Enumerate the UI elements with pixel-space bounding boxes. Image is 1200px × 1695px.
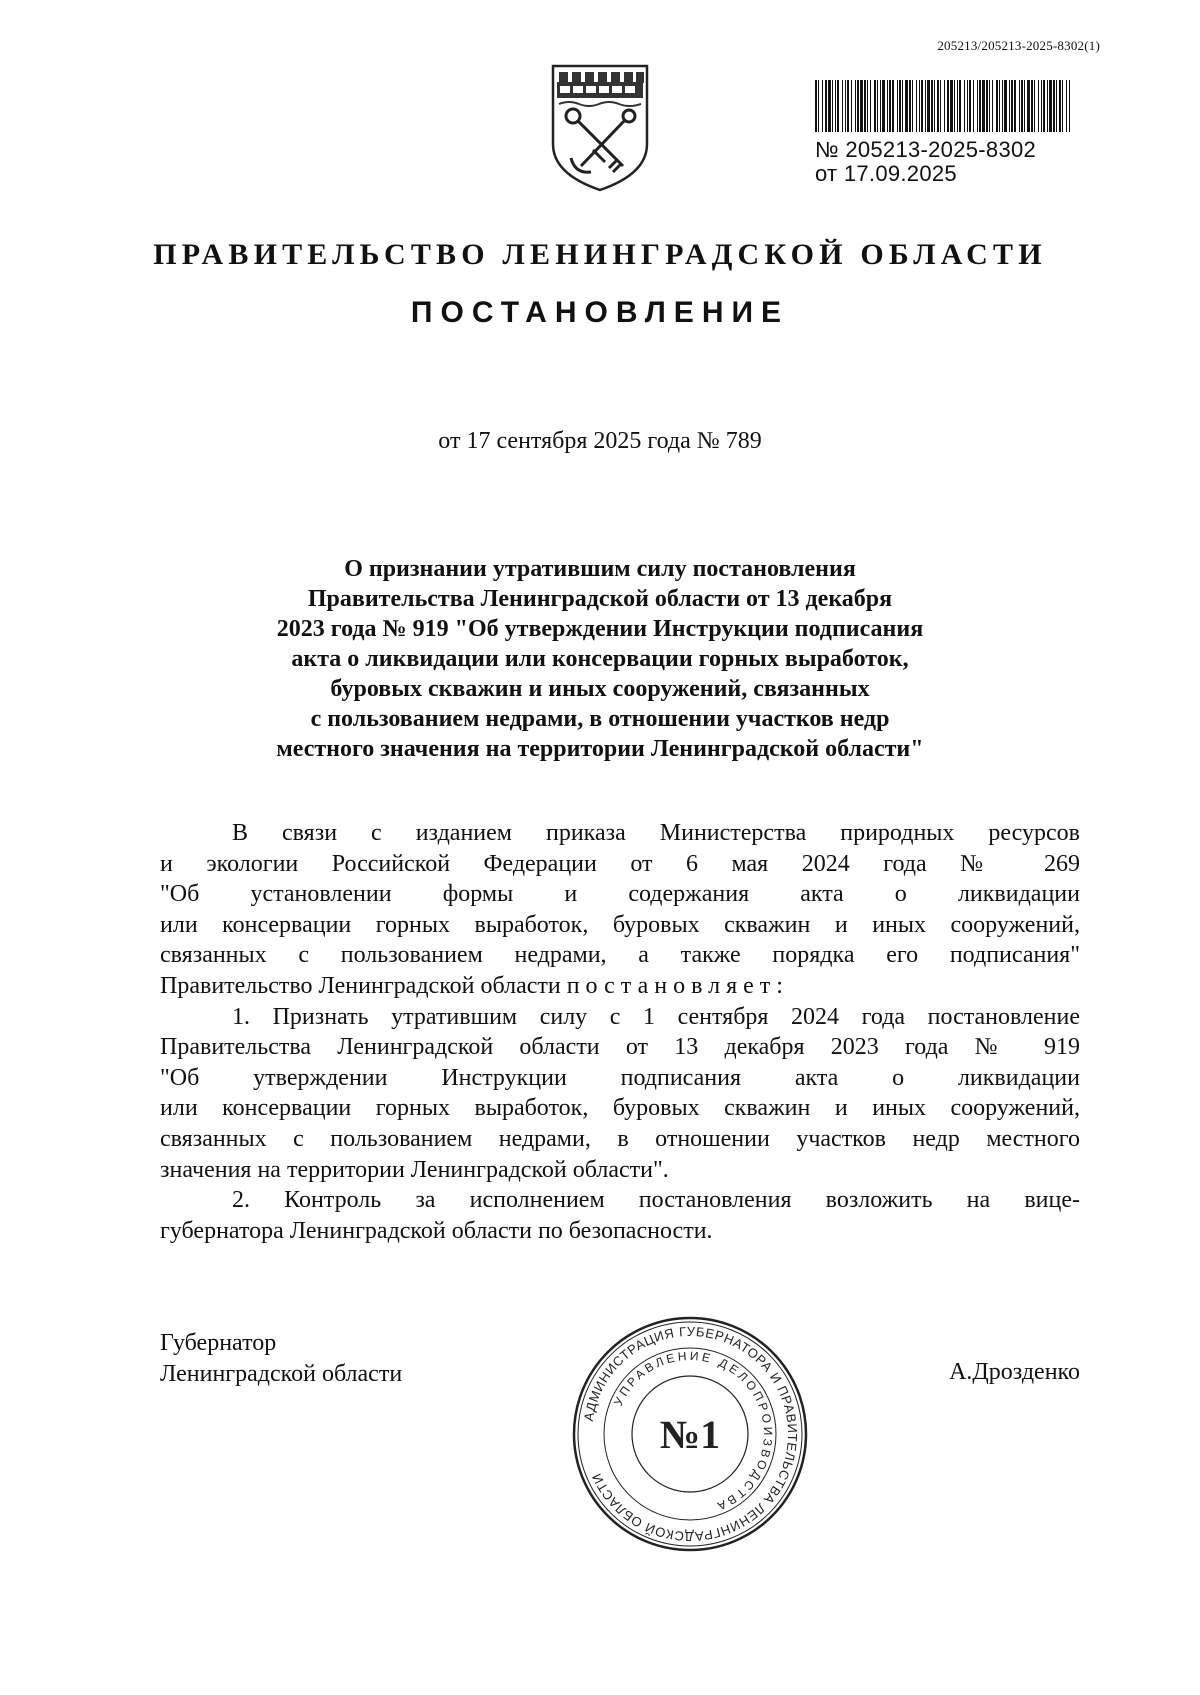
document-date-number: от 17 сентября 2025 года № 789 (438, 428, 762, 454)
subject-line: Правительства Ленинградской области от 13 декабря (307, 586, 893, 612)
document-subject (150, 554, 1050, 764)
registration-date: от 17.09.2025 (815, 161, 957, 186)
subject-line: буровых скважин и иных сооружений, связанных (330, 676, 870, 702)
preamble-paragraph (160, 818, 1080, 1002)
body-line: или консервации горных выработок, буровых скважин и иных сооружений, (160, 911, 1080, 938)
document-reference-number: 205213/205213-2025-8302(1) (937, 38, 1100, 53)
subject-line: О признании утратившим силу постановления (344, 556, 856, 582)
body-line: связанных с пользованием недрами, а также порядка его подписания" (160, 942, 1080, 969)
preamble-subject: Правительство Ленинградской области (160, 972, 561, 999)
subject-line: с пользованием недрами, в отношении участков недр (310, 706, 890, 732)
body-line: 2. Контроль за исполнением постановления возложить на вице- (232, 1187, 1080, 1214)
stamp-outer-text: АДМИНИСТРАЦИЯ ГУБЕРНАТОРА И ПРАВИТЕЛЬСТВА ЛЕНИНГРАДСКОЙ ОБЛАСТИ (580, 1323, 801, 1545)
body-line: значения на территории Ленинградской области". (160, 1156, 669, 1183)
body-line: "Об утверждении Инструкции подписания акта о ликвидации (160, 1064, 1080, 1091)
preamble-verb: постановляет: (566, 972, 789, 999)
body-line: и экологии Российской Федерации от 6 мая 2024 года № 269 (160, 850, 1080, 877)
body-line: 1. Признать утратившим силу с 1 сентября 2024 года постановление (232, 1003, 1080, 1030)
signer-position (160, 1328, 402, 1390)
subject-line: акта о ликвидации или консервации горных выработок, (291, 646, 909, 672)
document-type: ПОСТАНОВЛЕНИЕ (410, 296, 790, 329)
registration-block (815, 80, 1075, 186)
body-line (160, 971, 1080, 1002)
registration-number: № 205213-2025-8302 (815, 137, 1037, 162)
body-line: "Об установлении формы и содержания акта о ликвидации (160, 881, 1080, 908)
subject-line: местного значения на территории Ленинградской области" (276, 736, 924, 762)
signer-title-line: Ленинградской области (160, 1361, 403, 1387)
coat-of-arms-icon (549, 62, 651, 194)
body-line: В связи с изданием приказа Министерства природных ресурсов (232, 820, 1080, 846)
signer-title-line: Губернатор (160, 1330, 277, 1356)
item-1-paragraph (160, 1002, 1080, 1186)
organization-title: ПРАВИТЕЛЬСТВО ЛЕНИНГРАДСКОЙ ОБЛАСТИ (153, 238, 1047, 271)
barcode-icon (815, 80, 1070, 132)
document-body (160, 818, 1080, 1246)
stamp-inner-text: УПРАВЛЕНИЕ ДЕЛОПРОИЗВОДСТВА (611, 1348, 776, 1515)
subject-line: 2023 года № 919 "Об утверждении Инструкции подписания (276, 616, 924, 642)
body-line: губернатора Ленинградской области по безопасности. (160, 1217, 713, 1244)
signer-name: А.Дрозденко (949, 1359, 1080, 1385)
body-line: или консервации горных выработок, буровых скважин и иных сооружений, (160, 1095, 1080, 1122)
official-stamp-icon (570, 1314, 810, 1554)
body-line: связанных с пользованием недрами, в отношении участков недр местного (160, 1125, 1080, 1152)
item-2-paragraph (160, 1185, 1080, 1246)
stamp-center-text: №1 (659, 1412, 721, 1457)
body-line: Правительства Ленинградской области от 13 декабря 2023 года № 919 (160, 1034, 1080, 1061)
